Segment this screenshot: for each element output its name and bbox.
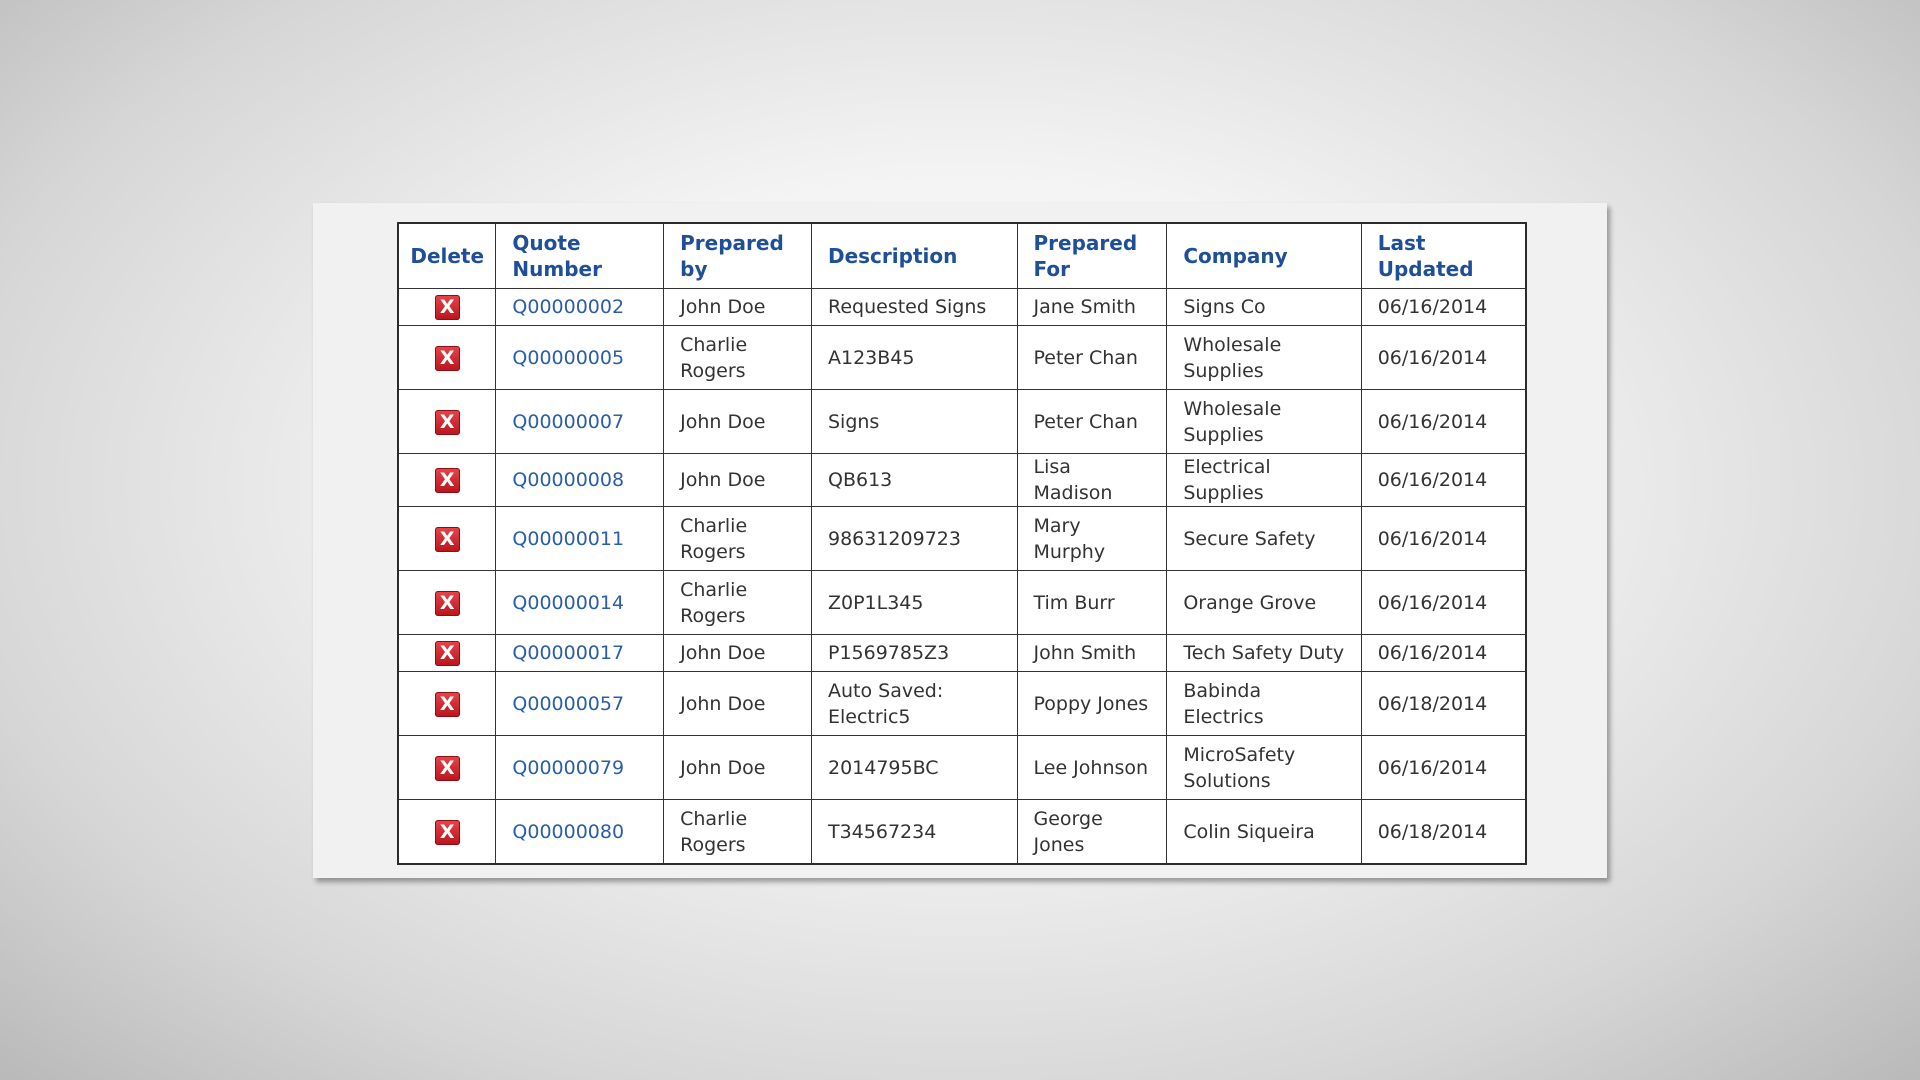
description-cell: Requested Signs	[811, 289, 1017, 326]
prepared-by-cell: John Doe	[664, 390, 812, 454]
quote-number-cell	[496, 326, 664, 390]
delete-x-icon[interactable]	[435, 410, 460, 435]
quote-number-cell	[496, 390, 664, 454]
table-row	[398, 390, 1526, 454]
prepared-for-cell: Mary Murphy	[1017, 507, 1167, 571]
company-cell: Wholesale Supplies	[1167, 390, 1361, 454]
delete-cell	[398, 507, 496, 571]
description-cell: Z0P1L345	[811, 571, 1017, 635]
header-prepared-by[interactable]: Prepared by	[664, 223, 812, 289]
quote-number-link[interactable]: Q00000057	[512, 692, 625, 715]
delete-x-icon[interactable]	[435, 820, 460, 845]
quotes-table	[397, 222, 1527, 865]
quote-number-link[interactable]: Q00000017	[512, 642, 625, 664]
last-updated-cell: 06/16/2014	[1361, 736, 1526, 800]
prepared-for-cell: Lisa Madison	[1017, 454, 1167, 507]
quote-number-link[interactable]: Q00000002	[512, 296, 625, 318]
table-row	[398, 635, 1526, 672]
quote-number-cell	[496, 800, 664, 865]
header-quote-number[interactable]: Quote Number	[496, 223, 664, 289]
prepared-for-cell: Lee Johnson	[1017, 736, 1167, 800]
table-header-row	[398, 223, 1526, 289]
company-cell: Secure Safety	[1167, 507, 1361, 571]
description-cell: Signs	[811, 390, 1017, 454]
table-row	[398, 289, 1526, 326]
delete-x-icon[interactable]	[435, 346, 460, 371]
quote-number-link[interactable]: Q00000011	[512, 527, 625, 550]
company-cell: Babinda Electrics	[1167, 672, 1361, 736]
quote-number-cell	[496, 635, 664, 672]
header-prepared-for[interactable]: Prepared For	[1017, 223, 1167, 289]
description-cell: A123B45	[811, 326, 1017, 390]
last-updated-cell: 06/18/2014	[1361, 800, 1526, 865]
quotes-panel	[313, 203, 1607, 878]
delete-x-icon[interactable]	[435, 468, 460, 493]
last-updated-cell: 06/16/2014	[1361, 326, 1526, 390]
last-updated-cell: 06/16/2014	[1361, 390, 1526, 454]
table-row	[398, 800, 1526, 865]
description-cell: 2014795BC	[811, 736, 1017, 800]
quote-number-link[interactable]: Q00000005	[512, 346, 625, 369]
last-updated-cell: 06/16/2014	[1361, 454, 1526, 507]
prepared-for-cell: Peter Chan	[1017, 390, 1167, 454]
table-row	[398, 736, 1526, 800]
company-cell: Wholesale Supplies	[1167, 326, 1361, 390]
prepared-by-cell: Charlie Rogers	[664, 571, 812, 635]
table-row	[398, 454, 1526, 507]
prepared-for-cell: John Smith	[1017, 635, 1167, 672]
company-cell: Electrical Supplies	[1167, 454, 1361, 507]
delete-cell	[398, 736, 496, 800]
table-row	[398, 571, 1526, 635]
company-cell: MicroSafety Solutions	[1167, 736, 1361, 800]
table-row	[398, 507, 1526, 571]
last-updated-cell: 06/16/2014	[1361, 635, 1526, 672]
delete-cell	[398, 800, 496, 865]
last-updated-cell: 06/16/2014	[1361, 571, 1526, 635]
quote-number-cell	[496, 289, 664, 326]
quote-number-link[interactable]: Q00000080	[512, 820, 625, 843]
prepared-by-cell: John Doe	[664, 736, 812, 800]
company-cell: Orange Grove	[1167, 571, 1361, 635]
delete-x-icon[interactable]	[435, 692, 460, 717]
description-cell: T34567234	[811, 800, 1017, 865]
delete-cell	[398, 454, 496, 507]
prepared-by-cell: Charlie Rogers	[664, 800, 812, 865]
delete-x-icon[interactable]	[435, 527, 460, 552]
quote-number-cell	[496, 571, 664, 635]
prepared-for-cell: Tim Burr	[1017, 571, 1167, 635]
delete-x-icon[interactable]	[435, 641, 460, 666]
prepared-for-cell: Peter Chan	[1017, 326, 1167, 390]
company-cell: Tech Safety Duty	[1167, 635, 1361, 672]
delete-x-icon[interactable]	[435, 591, 460, 616]
last-updated-cell: 06/18/2014	[1361, 672, 1526, 736]
prepared-by-cell: John Doe	[664, 635, 812, 672]
quote-number-cell	[496, 454, 664, 507]
delete-cell	[398, 289, 496, 326]
prepared-by-cell: Charlie Rogers	[664, 507, 812, 571]
header-company[interactable]: Company	[1167, 223, 1361, 289]
quote-number-cell	[496, 672, 664, 736]
description-cell: QB613	[811, 454, 1017, 507]
table-row	[398, 326, 1526, 390]
last-updated-cell: 06/16/2014	[1361, 289, 1526, 326]
quote-number-cell	[496, 507, 664, 571]
company-cell: Colin Siqueira	[1167, 800, 1361, 865]
header-description[interactable]: Description	[811, 223, 1017, 289]
delete-x-icon[interactable]	[435, 295, 460, 320]
prepared-by-cell: John Doe	[664, 672, 812, 736]
company-cell: Signs Co	[1167, 289, 1361, 326]
quote-number-cell	[496, 736, 664, 800]
delete-cell	[398, 672, 496, 736]
delete-x-icon[interactable]	[435, 756, 460, 781]
header-last-updated[interactable]: Last Updated	[1361, 223, 1526, 289]
prepared-by-cell: John Doe	[664, 289, 812, 326]
prepared-for-cell: George Jones	[1017, 800, 1167, 865]
delete-cell	[398, 326, 496, 390]
quote-number-link[interactable]: Q00000007	[512, 410, 625, 433]
description-cell: P1569785Z3	[811, 635, 1017, 672]
last-updated-cell: 06/16/2014	[1361, 507, 1526, 571]
description-cell: 98631209723	[811, 507, 1017, 571]
description-cell: Auto Saved: Electric5	[811, 672, 1017, 736]
prepared-by-cell: John Doe	[664, 454, 812, 507]
quote-number-link[interactable]: Q00000014	[512, 591, 625, 614]
quote-number-link[interactable]: Q00000008	[512, 469, 625, 491]
delete-cell	[398, 571, 496, 635]
prepared-for-cell: Poppy Jones	[1017, 672, 1167, 736]
header-delete[interactable]: Delete	[398, 223, 496, 289]
prepared-by-cell: Charlie Rogers	[664, 326, 812, 390]
table-row	[398, 672, 1526, 736]
prepared-for-cell: Jane Smith	[1017, 289, 1167, 326]
quote-number-link[interactable]: Q00000079	[512, 756, 625, 779]
delete-cell	[398, 390, 496, 454]
delete-cell	[398, 635, 496, 672]
